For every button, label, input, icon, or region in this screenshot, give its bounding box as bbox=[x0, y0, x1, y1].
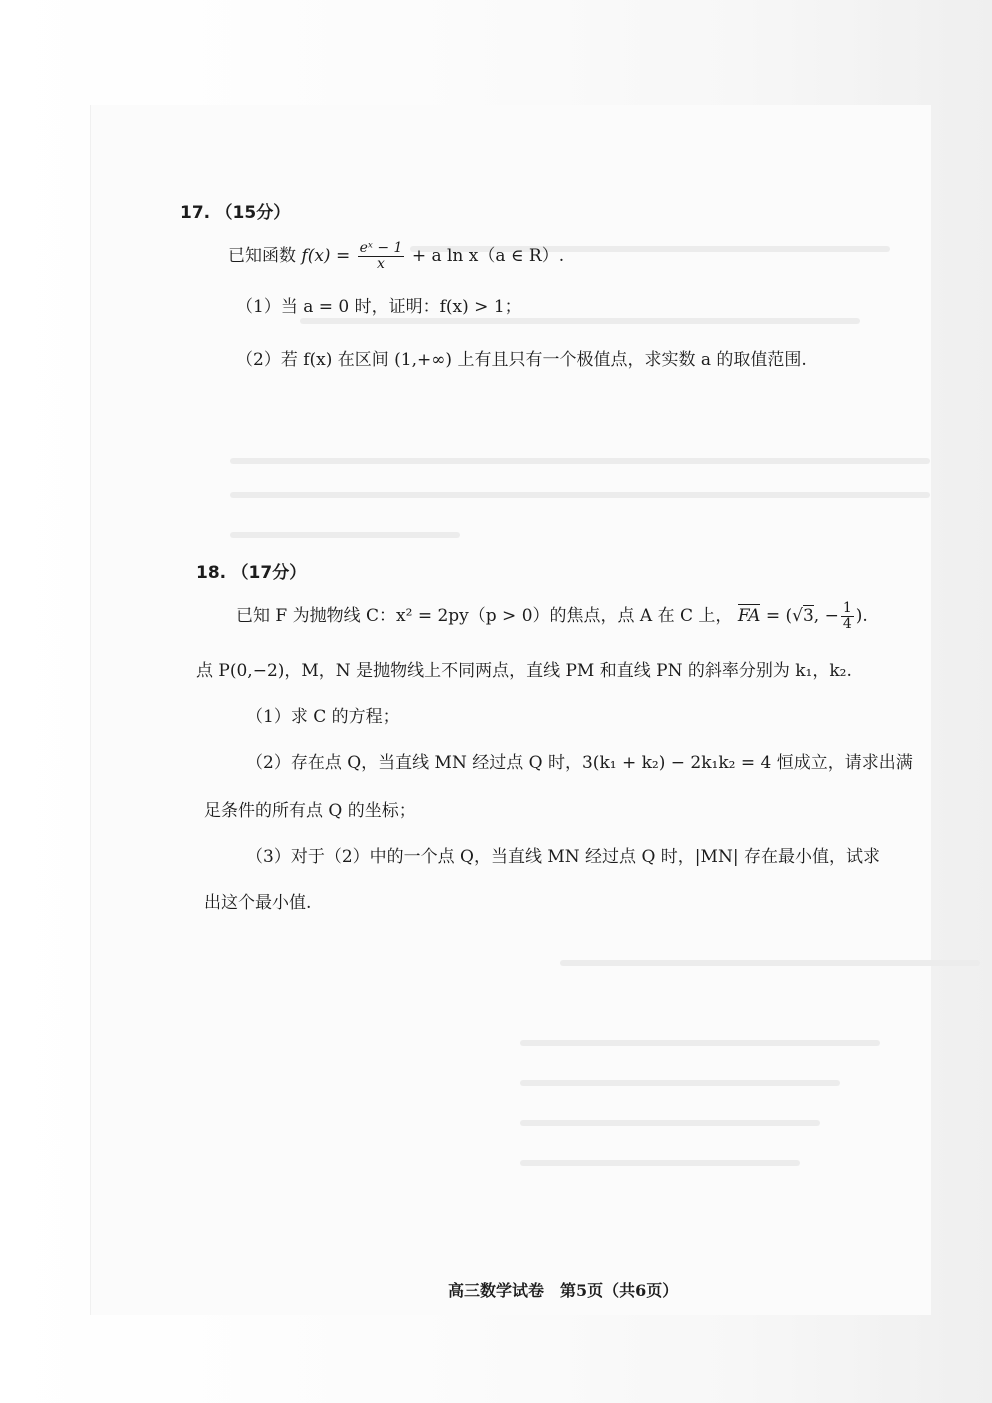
stem-prefix: 已知 F 为抛物线 C：x² = 2py（p > 0）的焦点，点 A 在 C 上， bbox=[236, 606, 733, 626]
bleed-through-mark bbox=[520, 1120, 820, 1126]
question-score: （15分） bbox=[215, 203, 291, 223]
bleed-through-mark bbox=[300, 318, 860, 324]
sqrt-sign: √ bbox=[792, 606, 803, 626]
question-number: 17. bbox=[180, 203, 211, 223]
question-18-part-2-continued: 足条件的所有点 Q 的坐标； bbox=[204, 801, 416, 821]
question-18-part-3: （3）对于（2）中的一个点 Q，当直线 MN 经过点 Q 时，|MN| 存在最小值，试求 bbox=[246, 847, 880, 867]
fraction-numerator: 1 bbox=[842, 600, 852, 616]
bleed-through-mark bbox=[520, 1160, 800, 1166]
bleed-through-mark bbox=[520, 1040, 880, 1046]
question-17-part-2: （2）若 f(x) 在区间 (1,+∞) 上有且只有一个极值点，求实数 a 的取值范围. bbox=[236, 350, 807, 370]
question-number: 18. bbox=[196, 563, 227, 583]
function-name: f(x) = bbox=[301, 246, 351, 266]
vector-fa: FA bbox=[737, 606, 761, 626]
page-footer: 高三数学试卷 第5页（共6页） bbox=[448, 1281, 679, 1300]
bleed-through-mark bbox=[230, 492, 930, 498]
fraction-denominator: x bbox=[377, 256, 385, 272]
question-17-header bbox=[180, 202, 290, 224]
scan-shading bbox=[90, 105, 931, 1315]
bleed-through-mark bbox=[520, 1080, 840, 1086]
question-17-part-1: （1）当 a = 0 时，证明：f(x) > 1； bbox=[236, 297, 522, 317]
question-score: （17分） bbox=[231, 563, 307, 583]
question-18-part-1: （1）求 C 的方程； bbox=[246, 707, 400, 727]
question-18-header bbox=[196, 562, 306, 584]
fraction bbox=[358, 241, 405, 272]
question-18-part-3-continued: 出这个最小值. bbox=[204, 893, 312, 913]
vector-equals: = ( bbox=[765, 606, 793, 626]
bleed-through-mark bbox=[230, 532, 460, 538]
question-18-part-2: （2）存在点 Q，当直线 MN 经过点 Q 时，3(k₁ + k₂) − 2k₁k₂ = 4 恒成立，请求出满 bbox=[246, 753, 913, 773]
fraction-numerator: eˣ − 1 bbox=[359, 240, 403, 256]
vector-comma: , − bbox=[813, 606, 839, 626]
question-18-stem bbox=[236, 600, 868, 632]
question-17-stem bbox=[228, 240, 564, 272]
question-18-line-2: 点 P(0,−2)，M，N 是抛物线上不同两点，直线 PM 和直线 PN 的斜率分别为 k₁，k₂. bbox=[196, 661, 852, 681]
bleed-through-mark bbox=[560, 960, 980, 966]
fraction-denominator: 4 bbox=[842, 616, 852, 632]
bleed-through-mark bbox=[230, 458, 930, 464]
vector-close: ). bbox=[855, 606, 868, 626]
fraction bbox=[841, 601, 854, 632]
stem-suffix: + a ln x（a ∈ R）. bbox=[411, 246, 565, 266]
sqrt-radicand: 3 bbox=[802, 606, 814, 626]
stem-prefix: 已知函数 bbox=[228, 246, 296, 266]
